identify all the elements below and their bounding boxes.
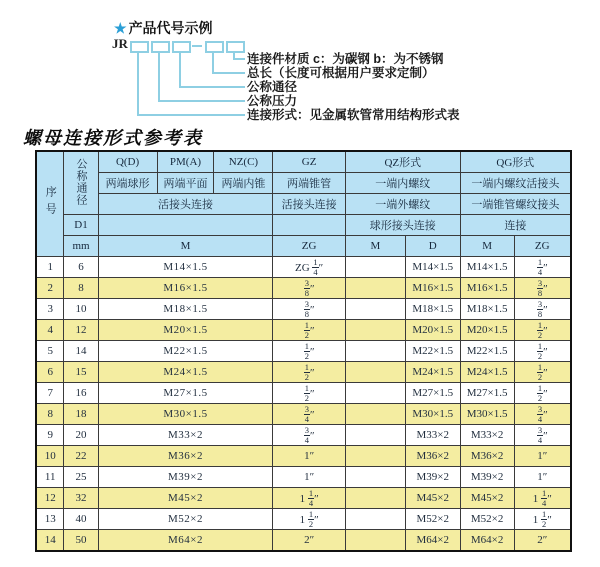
header-blank-gz — [273, 215, 345, 236]
cell-mm: 10 — [64, 299, 98, 320]
cell-seq: 14 — [36, 530, 64, 552]
code-box-3 — [172, 41, 191, 53]
code-label-length: 总长（长度可根据用户要求定制） — [247, 66, 435, 80]
cell-qz-m — [345, 341, 405, 362]
cell-m: M22×1.5 — [98, 341, 273, 362]
cell-qg-m: M33×2 — [460, 425, 514, 446]
table-row — [36, 488, 571, 509]
cell-qg-m: M39×2 — [460, 467, 514, 488]
cell-m: M30×1.5 — [98, 404, 273, 425]
header-d1: D1 — [64, 215, 98, 236]
header-qg-zg: ZG — [514, 236, 571, 257]
cell-qz-d: M18×1.5 — [405, 299, 460, 320]
table-row — [36, 446, 571, 467]
cell-qz-m — [345, 278, 405, 299]
cell-qz-d: M64×2 — [405, 530, 460, 552]
cell-qz-m — [345, 299, 405, 320]
cell-qg-zg: 1 $\frac{1}{2}$ ″ — [514, 509, 571, 530]
code-box-4 — [205, 41, 224, 53]
code-label-connection: 连接形式：见金属软管常用结构形式表 — [247, 108, 460, 122]
cell-seq: 11 — [36, 467, 64, 488]
cell-gz-zg: $\frac{3}{8}$ ″ — [273, 299, 345, 320]
cell-gz-zg: $\frac{3}{4}$ ″ — [273, 404, 345, 425]
table-row — [36, 299, 571, 320]
cell-mm: 22 — [64, 446, 98, 467]
connector-line — [179, 53, 181, 88]
cell-qz-m — [345, 446, 405, 467]
cell-qg-zg: $\frac{3}{8}$ ″ — [514, 299, 571, 320]
table-row — [36, 341, 571, 362]
cell-seq: 4 — [36, 320, 64, 341]
cell-qg-zg: $\frac{3}{4}$ ″ — [514, 425, 571, 446]
cell-m: M52×2 — [98, 509, 273, 530]
cell-qg-m: M20×1.5 — [460, 320, 514, 341]
cell-qg-m: M30×1.5 — [460, 404, 514, 425]
table-row — [36, 509, 571, 530]
header-q-desc: 两端球形 — [98, 173, 157, 194]
cell-qz-m — [345, 404, 405, 425]
code-box-1 — [130, 41, 149, 53]
cell-seq: 13 — [36, 509, 64, 530]
cell-m: M14×1.5 — [98, 257, 273, 278]
header-qg-m: M — [460, 236, 514, 257]
connector-line — [212, 72, 245, 74]
connector-line — [137, 53, 139, 116]
code-dash — [192, 45, 202, 47]
product-code-title — [114, 18, 213, 38]
cell-qz-d: M33×2 — [405, 425, 460, 446]
cell-m: M16×1.5 — [98, 278, 273, 299]
cell-gz-zg: 1″ — [273, 446, 345, 467]
header-qz-desc1: 一端内螺纹 — [345, 173, 460, 194]
cell-qz-d: M20×1.5 — [405, 320, 460, 341]
cell-qg-m: M14×1.5 — [460, 257, 514, 278]
cell-qz-d: M39×2 — [405, 467, 460, 488]
cell-qz-d: M16×1.5 — [405, 278, 460, 299]
cell-mm: 20 — [64, 425, 98, 446]
cell-qg-m: M22×1.5 — [460, 341, 514, 362]
cell-gz-zg: $\frac{1}{2}$ ″ — [273, 383, 345, 404]
cell-qz-m — [345, 425, 405, 446]
cell-qz-m — [345, 530, 405, 552]
table-body — [36, 257, 571, 552]
cell-gz-zg: 2″ — [273, 530, 345, 552]
table-row — [36, 404, 571, 425]
table-title: 螺母连接形式参考表 — [23, 128, 203, 148]
header-col-pm: PM(A) — [157, 151, 214, 173]
header-nominal-diameter: 公称通径 — [64, 151, 98, 215]
header-col-qg: QG形式 — [460, 151, 571, 173]
cell-qg-m: M45×2 — [460, 488, 514, 509]
cell-qg-m: M24×1.5 — [460, 362, 514, 383]
header-col-q: Q(D) — [98, 151, 157, 173]
header-zg: ZG — [273, 236, 345, 257]
table-row — [36, 467, 571, 488]
cell-qg-zg: $\frac{1}{2}$ ″ — [514, 341, 571, 362]
cell-mm: 8 — [64, 278, 98, 299]
cell-seq: 10 — [36, 446, 64, 467]
header-blank-left — [98, 215, 273, 236]
cell-qz-d: M27×1.5 — [405, 383, 460, 404]
cell-qg-zg: $\frac{3}{8}$ ″ — [514, 278, 571, 299]
table-row — [36, 530, 571, 552]
cell-m: M33×2 — [98, 425, 273, 446]
cell-qg-zg: 1″ — [514, 446, 571, 467]
cell-qg-zg: $\frac{1}{4}$ ″ — [514, 257, 571, 278]
connector-line — [233, 58, 245, 60]
header-gz-conn: 活接头连接 — [273, 194, 345, 215]
cell-gz-zg: $\frac{3}{8}$ ″ — [273, 278, 345, 299]
header-union-conn: 活接头连接 — [98, 194, 273, 215]
cell-qg-m: M64×2 — [460, 530, 514, 552]
cell-qg-zg: 1 $\frac{1}{4}$ ″ — [514, 488, 571, 509]
connector-line — [158, 53, 160, 102]
cell-seq: 9 — [36, 425, 64, 446]
cell-m: M39×2 — [98, 467, 273, 488]
table-row — [36, 278, 571, 299]
cell-qg-m: M27×1.5 — [460, 383, 514, 404]
cell-qz-d: M45×2 — [405, 488, 460, 509]
cell-mm: 6 — [64, 257, 98, 278]
code-label-diameter: 公称通径 — [247, 80, 298, 94]
cell-m: M64×2 — [98, 530, 273, 552]
cell-qz-d: M14×1.5 — [405, 257, 460, 278]
code-prefix: JR — [112, 36, 128, 51]
cell-mm: 40 — [64, 509, 98, 530]
cell-seq: 1 — [36, 257, 64, 278]
header-gz-desc: 两端锥管 — [273, 173, 345, 194]
header-pm-desc: 两端平面 — [157, 173, 214, 194]
cell-m: M18×1.5 — [98, 299, 273, 320]
cell-qz-d: M30×1.5 — [405, 404, 460, 425]
cell-seq: 6 — [36, 362, 64, 383]
cell-seq: 3 — [36, 299, 64, 320]
cell-seq: 12 — [36, 488, 64, 509]
cell-mm: 15 — [64, 362, 98, 383]
cell-qz-m — [345, 509, 405, 530]
cell-seq: 5 — [36, 341, 64, 362]
header-col-nz: NZ(C) — [214, 151, 273, 173]
star-icon: ★ — [114, 20, 127, 36]
cell-qz-d: M24×1.5 — [405, 362, 460, 383]
cell-qz-m — [345, 383, 405, 404]
table-row — [36, 362, 571, 383]
header-nz-desc: 两端内锥 — [214, 173, 273, 194]
cell-qg-zg: 2″ — [514, 530, 571, 552]
cell-m: M45×2 — [98, 488, 273, 509]
cell-mm: 32 — [64, 488, 98, 509]
cell-m: M20×1.5 — [98, 320, 273, 341]
cell-gz-zg: ZG $\frac{1}{4}$ ″ — [273, 257, 345, 278]
code-box-2 — [151, 41, 170, 53]
cell-m: M36×2 — [98, 446, 273, 467]
cell-gz-zg: $\frac{1}{2}$ ″ — [273, 320, 345, 341]
code-label-material: 连接件材质 c：为碳钢 b：为不锈钢 — [247, 52, 444, 66]
cell-gz-zg: $\frac{1}{2}$ ″ — [273, 362, 345, 383]
cell-mm: 50 — [64, 530, 98, 552]
cell-m: M27×1.5 — [98, 383, 273, 404]
table-row — [36, 257, 571, 278]
cell-qz-d: M36×2 — [405, 446, 460, 467]
cell-seq: 8 — [36, 404, 64, 425]
cell-seq: 2 — [36, 278, 64, 299]
cell-gz-zg: $\frac{1}{2}$ ″ — [273, 341, 345, 362]
header-col-qz: QZ形式 — [345, 151, 460, 173]
code-box-5 — [226, 41, 245, 53]
header-qg-desc1: 一端内螺纹活接头 — [460, 173, 571, 194]
cell-gz-zg: 1″ — [273, 467, 345, 488]
cell-qg-zg: $\frac{3}{4}$ ″ — [514, 404, 571, 425]
header-qg-desc2: 一端锥管螺纹接头 — [460, 194, 571, 215]
connector-line — [212, 53, 214, 74]
cell-qz-m — [345, 362, 405, 383]
cell-mm: 16 — [64, 383, 98, 404]
header-qz-desc3: 球形接头连接 — [345, 215, 460, 236]
cell-qz-m — [345, 467, 405, 488]
cell-gz-zg: $\frac{3}{4}$ ″ — [273, 425, 345, 446]
cell-qg-m: M16×1.5 — [460, 278, 514, 299]
cell-m: M24×1.5 — [98, 362, 273, 383]
cell-qz-m — [345, 257, 405, 278]
header-qg-desc3: 连接 — [460, 215, 571, 236]
connector-line — [158, 100, 245, 102]
cell-mm: 12 — [64, 320, 98, 341]
table-row — [36, 320, 571, 341]
cell-qz-d: M52×2 — [405, 509, 460, 530]
header-m: M — [98, 236, 273, 257]
connector-line — [179, 86, 245, 88]
cell-qg-zg: $\frac{1}{2}$ ″ — [514, 383, 571, 404]
cell-qg-m: M52×2 — [460, 509, 514, 530]
header-qz-d: D — [405, 236, 460, 257]
cell-qg-zg: 1″ — [514, 467, 571, 488]
header-col-gz: GZ — [273, 151, 345, 173]
header-mm: mm — [64, 236, 98, 257]
header-qz-desc2: 一端外螺纹 — [345, 194, 460, 215]
nut-connection-table — [35, 150, 572, 552]
product-code-title-text: 产品代号示例 — [128, 20, 213, 36]
cell-gz-zg: 1 $\frac{1}{4}$ ″ — [273, 488, 345, 509]
cell-seq: 7 — [36, 383, 64, 404]
header-seq: 序号 — [36, 151, 64, 257]
cell-qz-d: M22×1.5 — [405, 341, 460, 362]
cell-qg-m: M18×1.5 — [460, 299, 514, 320]
header-qz-m: M — [345, 236, 405, 257]
cell-mm: 14 — [64, 341, 98, 362]
cell-qg-zg: $\frac{1}{2}$ ″ — [514, 320, 571, 341]
cell-qz-m — [345, 488, 405, 509]
table-row — [36, 425, 571, 446]
cell-qg-m: M36×2 — [460, 446, 514, 467]
cell-gz-zg: 1 $\frac{1}{2}$ ″ — [273, 509, 345, 530]
cell-mm: 18 — [64, 404, 98, 425]
cell-qg-zg: $\frac{1}{2}$ ″ — [514, 362, 571, 383]
cell-qz-m — [345, 320, 405, 341]
code-label-pressure: 公称压力 — [247, 94, 298, 108]
table-row — [36, 383, 571, 404]
cell-mm: 25 — [64, 467, 98, 488]
connector-line — [137, 114, 245, 116]
